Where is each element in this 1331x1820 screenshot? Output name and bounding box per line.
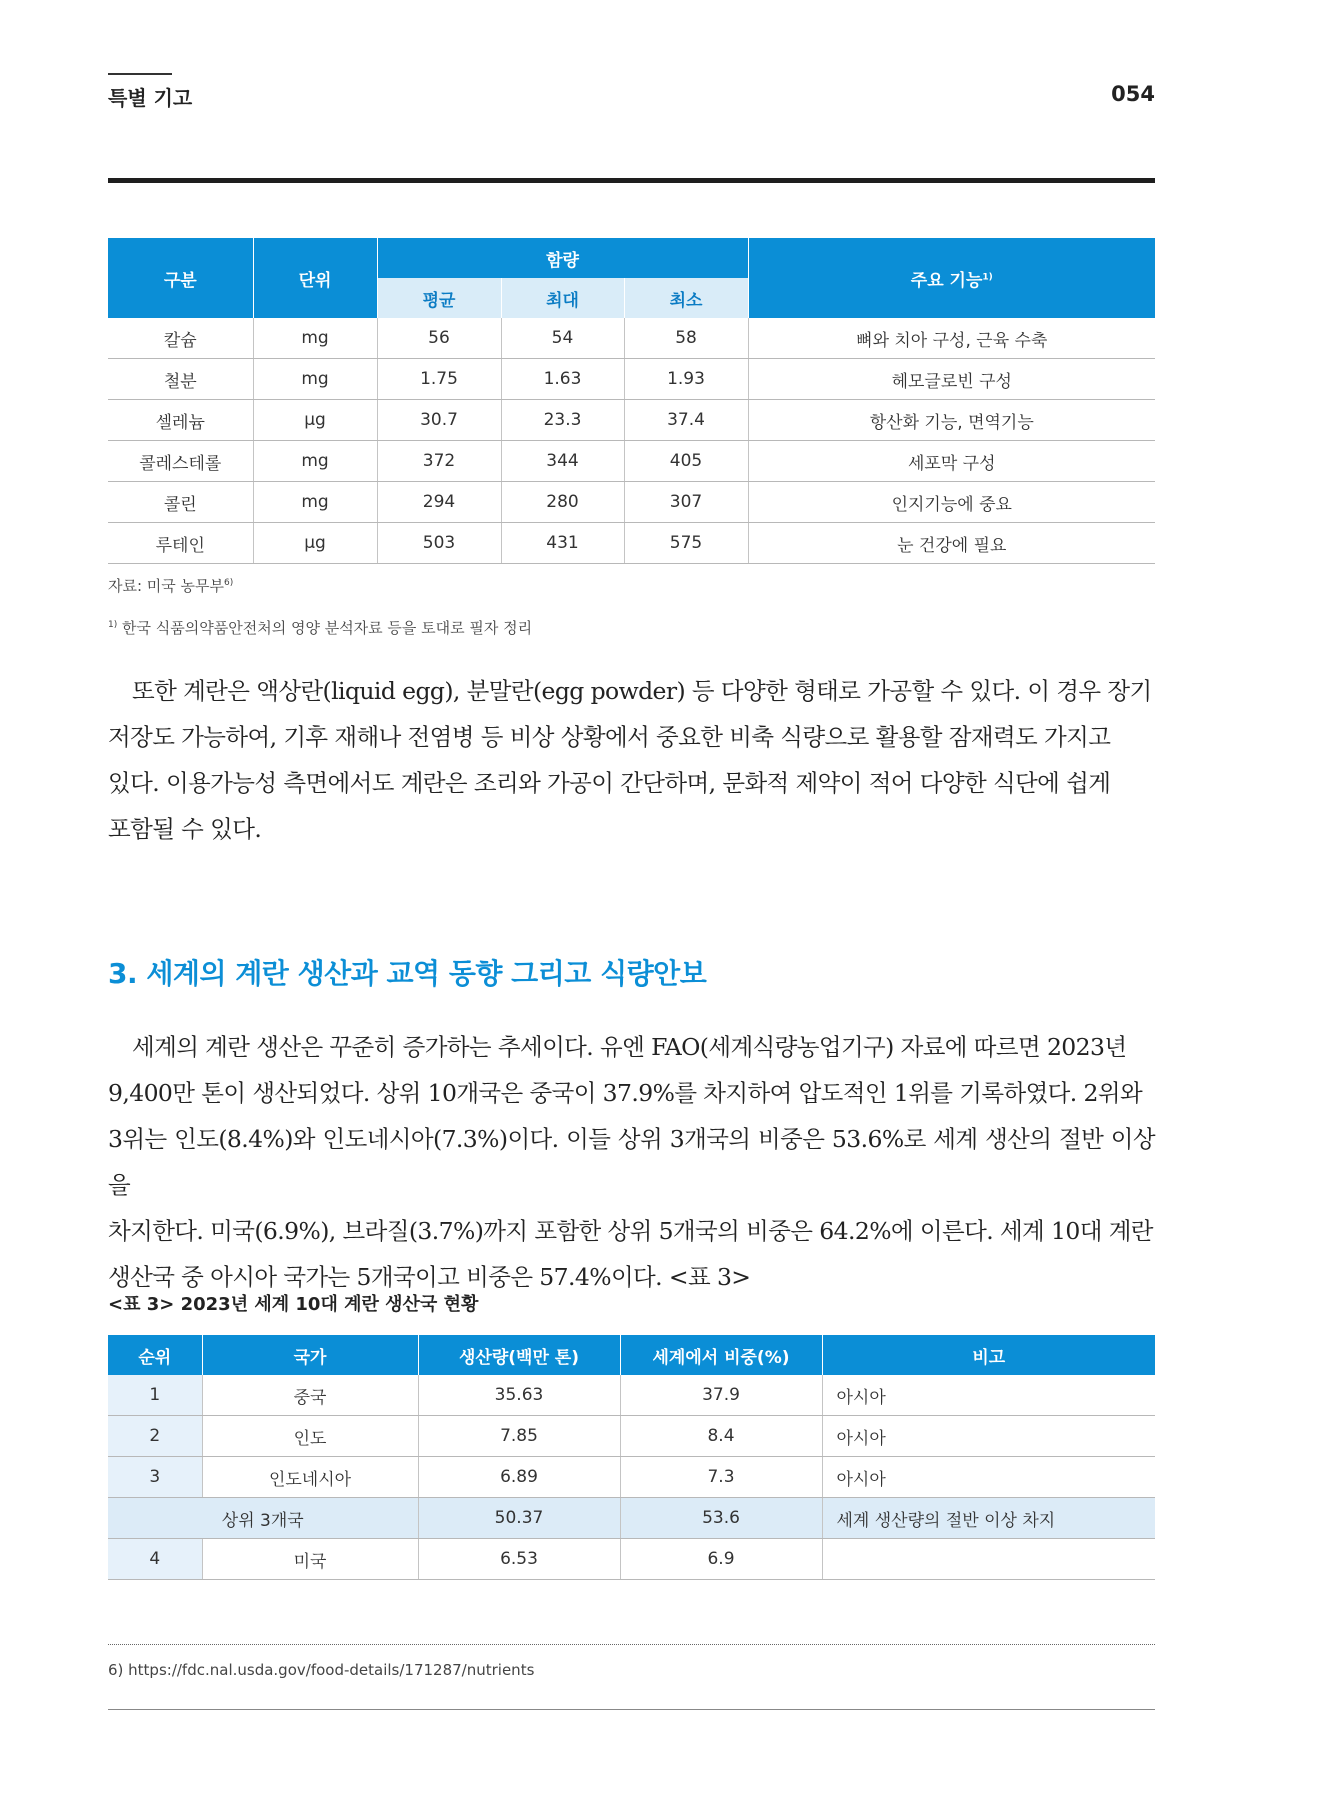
bottom-rule — [108, 1709, 1155, 1710]
nutrient-avg: 1.75 — [377, 359, 501, 400]
share-cell: 7.3 — [620, 1457, 822, 1498]
country-cell: 중국 — [202, 1375, 418, 1416]
nutrient-function: 눈 건강에 필요 — [748, 523, 1155, 564]
subtotal-row — [108, 1498, 1155, 1539]
table-row — [108, 441, 1155, 482]
nutrient-unit: mg — [253, 359, 377, 400]
rank-cell: 1 — [108, 1375, 202, 1416]
nutrient-max: 1.63 — [501, 359, 624, 400]
table-row — [108, 482, 1155, 523]
nutrient-function: 세포막 구성 — [748, 441, 1155, 482]
section-heading: 3. 세계의 계란 생산과 교역 동향 그리고 식량안보 — [108, 957, 707, 990]
nutrient-min: 1.93 — [624, 359, 748, 400]
nutrient-min: 58 — [624, 318, 748, 359]
nutrient-max: 280 — [501, 482, 624, 523]
paragraph-production: 세계의 계란 생산은 꾸준히 증가하는 추세이다. 유엔 FAO(세계식량농업기구) 자료에 따르면 2023년 9,400만 톤이 생산되었다. 상위 10개국은 중국이 37.9%를 차지하여 압도적인 1위를 기록하였다. 2위와 3위는 인도(8.4%)와 인도네시아(7.3%)이다. 이들 상위 3개국의 비중은 53.6%로 세계 생산의 절반 이상을 차지한다. 미국(6.9%), 브라질(3.7%)까지 포함한 상위 5개국의 비중은 64.2%에 이른다. 세계 10대 계란 생산국 중 아시아 국가는 5개국이고 비중은 57.4%이다. <표 3> — [108, 1033, 1155, 1291]
nutrient-name: 루테인 — [108, 523, 253, 564]
nutrient-unit: µg — [253, 400, 377, 441]
header-average: 평균 — [377, 278, 501, 318]
nutrient-unit: mg — [253, 482, 377, 523]
rank-cell: 4 — [108, 1539, 202, 1580]
header-divider — [108, 178, 1155, 183]
remark-cell: 아시아 — [822, 1457, 1155, 1498]
header-unit: 단위 — [253, 238, 377, 318]
rank-cell: 3 — [108, 1457, 202, 1498]
share-cell: 8.4 — [620, 1416, 822, 1457]
footnote-divider — [108, 1644, 1155, 1645]
rank-cell: 2 — [108, 1416, 202, 1457]
table-row — [108, 359, 1155, 400]
nutrient-function: 인지기능에 중요 — [748, 482, 1155, 523]
producer-table — [108, 1335, 1155, 1580]
page-number: 054 — [1111, 82, 1155, 106]
nutrient-max: 54 — [501, 318, 624, 359]
nutrient-function: 헤모글로빈 구성 — [748, 359, 1155, 400]
header-rank: 순위 — [108, 1335, 202, 1375]
header-category: 구분 — [108, 238, 253, 318]
nutrient-unit: mg — [253, 318, 377, 359]
nutrient-function: 뼈와 치아 구성, 근육 수축 — [748, 318, 1155, 359]
table-footnote: $^{1)}$ 한국 식품의약품안전처의 영양 분석자료 등을 토대로 필자 정리 — [108, 619, 533, 637]
header-country: 국가 — [202, 1335, 418, 1375]
nutrient-min: 307 — [624, 482, 748, 523]
nutrient-function: 항산화 기능, 면역기능 — [748, 400, 1155, 441]
subtotal-production: 50.37 — [418, 1498, 620, 1539]
country-cell: 인도 — [202, 1416, 418, 1457]
country-cell: 미국 — [202, 1539, 418, 1580]
nutrient-min: 575 — [624, 523, 748, 564]
header-production: 생산량(백만 톤) — [418, 1335, 620, 1375]
table-source: 자료: 미국 농무부$^{6)}$ — [108, 577, 234, 595]
remark-cell: 아시아 — [822, 1416, 1155, 1457]
nutrient-unit: mg — [253, 441, 377, 482]
share-cell: 37.9 — [620, 1375, 822, 1416]
header-function: 주요 기능$^{1)}$ — [748, 238, 1155, 318]
header-max: 최대 — [501, 278, 624, 318]
nutrient-avg: 372 — [377, 441, 501, 482]
nutrient-name: 칼슘 — [108, 318, 253, 359]
nutrient-min: 37.4 — [624, 400, 748, 441]
production-cell: 6.89 — [418, 1457, 620, 1498]
table-row — [108, 1375, 1155, 1416]
subtotal-remark: 세계 생산량의 절반 이상 차지 — [822, 1498, 1155, 1539]
remark-cell — [822, 1539, 1155, 1580]
header-accent-rule — [108, 73, 172, 75]
nutrient-avg: 56 — [377, 318, 501, 359]
production-cell: 7.85 — [418, 1416, 620, 1457]
header-content: 함량 — [377, 238, 748, 278]
table-row — [108, 400, 1155, 441]
nutrient-avg: 503 — [377, 523, 501, 564]
nutrient-avg: 30.7 — [377, 400, 501, 441]
remark-cell: 아시아 — [822, 1375, 1155, 1416]
production-cell: 35.63 — [418, 1375, 620, 1416]
nutrient-max: 344 — [501, 441, 624, 482]
nutrient-max: 23.3 — [501, 400, 624, 441]
paragraph-processing: 또한 계란은 액상란(liquid egg), 분말란(egg powder) 등 다양한 형태로 가공할 수 있다. 이 경우 장기 저장도 가능하여, 기후 재해나 전염병 등 비상 상황에서 중요한 비축 식량으로 활용할 잠재력도 가지고 있다. 이용가능성 측면에서도 계란은 조리와 가공이 간단하며, 문화적 제약이 적어 다양한 식단에 쉽게 포함될 수 있다. — [108, 677, 1152, 843]
nutrient-avg: 294 — [377, 482, 501, 523]
nutrient-name: 콜린 — [108, 482, 253, 523]
header-share: 세계에서 비중(%) — [620, 1335, 822, 1375]
page-footnote: 6) https://fdc.nal.usda.gov/food-details/171287/nutrients — [108, 1661, 535, 1679]
production-cell: 6.53 — [418, 1539, 620, 1580]
nutrient-table — [108, 238, 1155, 564]
table-row — [108, 523, 1155, 564]
table-row — [108, 1539, 1155, 1580]
nutrient-name: 셀레늄 — [108, 400, 253, 441]
subtotal-share: 53.6 — [620, 1498, 822, 1539]
table-row — [108, 1457, 1155, 1498]
section-label: 특별 기고 — [108, 86, 193, 110]
table-caption: <표 3> 2023년 세계 10대 계란 생산국 현황 — [108, 1294, 479, 1315]
table-row — [108, 1416, 1155, 1457]
country-cell: 인도네시아 — [202, 1457, 418, 1498]
header-min: 최소 — [624, 278, 748, 318]
header-remark: 비고 — [822, 1335, 1155, 1375]
table-row — [108, 318, 1155, 359]
nutrient-min: 405 — [624, 441, 748, 482]
nutrient-name: 철분 — [108, 359, 253, 400]
subtotal-label: 상위 3개국 — [108, 1498, 418, 1539]
nutrient-max: 431 — [501, 523, 624, 564]
nutrient-unit: µg — [253, 523, 377, 564]
share-cell: 6.9 — [620, 1539, 822, 1580]
nutrient-name: 콜레스테롤 — [108, 441, 253, 482]
